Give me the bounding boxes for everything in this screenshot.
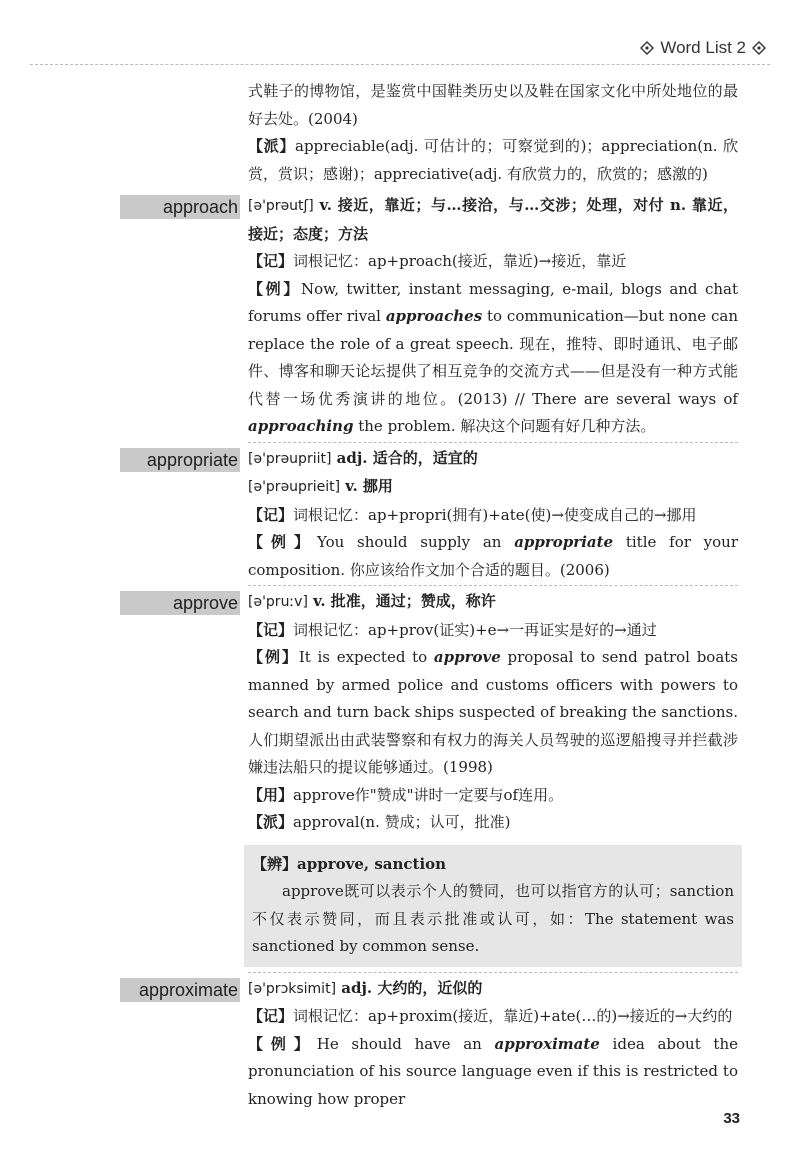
entry-approve <box>0 588 800 967</box>
derived-tag: 【派】 <box>248 813 294 831</box>
memo <box>248 617 738 645</box>
page-header <box>0 38 800 66</box>
memo-text: 词根记忆：ap+propri(拥有)+ate(使)→使变成自己的→挪用 <box>293 505 697 524</box>
example-tag: 【例】 <box>248 648 299 666</box>
note-title: approve, sanction <box>297 854 447 873</box>
entry-divider <box>248 972 738 973</box>
memo-tag: 【记】 <box>248 505 294 524</box>
memo-text: 词根记忆：ap+prov(证实)+e→一再证实是好的→通过 <box>293 620 657 639</box>
intro-derived <box>248 133 738 188</box>
memo-tag: 【记】 <box>248 252 294 270</box>
phonetic: [ə'prəupriit] <box>248 450 332 467</box>
example-tag: 【例】 <box>248 1034 317 1053</box>
example-text: It is expected to <box>298 648 434 666</box>
memo-text: 词根记忆：ap+proach(接近，靠近)→接近，靠近 <box>293 252 627 270</box>
definition <box>248 445 738 474</box>
diamond-arrows-icon <box>752 41 766 55</box>
example-keyword: appropriate <box>514 533 614 551</box>
example-text: proposal to send patrol boats manned by armed police and customs officers with powers to search and turn back ships suspected of breaking the sanctions. 人们期望派出由武装警察和有权力的海关人员驾驶的巡逻船搜寻并拦截涉嫌违法船只的提议能够通过。(1998) <box>248 648 738 776</box>
memo <box>248 502 738 530</box>
example-text: title for your composition. 你应该给作文加个合适的题目。(2006) <box>248 533 738 579</box>
derived-text: approval(n. 赞成；认可，批准) <box>293 813 511 831</box>
entry-appropriate <box>0 445 800 585</box>
example-keyword: approve <box>433 648 501 666</box>
distinction-note <box>244 845 742 967</box>
note-text: approve既可以表示个人的赞同，也可以指官方的认可；sanction不仅表示赞同，而且表示批准或认可，如：The statement was sanctioned by common sense. <box>252 882 734 955</box>
entry-approximate <box>0 975 800 1114</box>
example-keyword: approximate <box>494 1034 600 1053</box>
example <box>248 1031 738 1114</box>
headword: approximate <box>120 978 240 1002</box>
derived-tag: 【派】 <box>248 137 296 155</box>
memo-text: 词根记忆：ap+proxim(接近，靠近)+ate(…的)→接近的→大约的 <box>293 1007 733 1025</box>
derived <box>248 809 738 837</box>
headword: approve <box>120 591 240 615</box>
headword: appropriate <box>120 448 240 472</box>
example-text: to communication—but none can replace the role of a great speech. 现在，推特、即时通讯、电子邮件、博客和聊天论坛提供了相互竞争的交流方式——但是没有一种方式能代替一场优秀演讲的地位。(2013) // There are several ways of <box>248 307 739 408</box>
page-content <box>0 78 800 1113</box>
page-number: 33 <box>723 1110 740 1127</box>
example <box>248 529 738 584</box>
usage-tag: 【用】 <box>248 785 294 804</box>
example-text: idea about the pronunciation of his source language even if this is restricted to knowing how proper <box>248 1034 738 1108</box>
entry-approach <box>0 192 800 441</box>
definition <box>248 588 738 617</box>
memo <box>248 248 738 276</box>
example-text: Now, twitter, instant messaging, e-mail, blogs and chat forums offer rival <box>248 279 738 325</box>
note-tag: 【辨】 <box>252 854 298 873</box>
usage-text: approve作"赞成"讲时一定要与of连用。 <box>293 785 564 804</box>
definition-text: v. 挪用 <box>340 477 393 495</box>
entry-divider <box>248 585 738 586</box>
entry-divider <box>248 442 738 443</box>
example-tag: 【例】 <box>248 279 301 298</box>
memo <box>248 1003 738 1031</box>
definition-text: v. 批准，通过；赞成，称许 <box>307 592 496 610</box>
diamond-arrows-icon <box>640 41 654 55</box>
header-title-group <box>640 38 766 58</box>
phonetic: [ə'pruːv] <box>248 594 308 610</box>
phonetic: [ə'prəutʃ] <box>248 198 314 214</box>
memo-tag: 【记】 <box>248 620 294 639</box>
definition <box>248 192 738 248</box>
note-heading <box>252 851 734 879</box>
example <box>248 644 738 782</box>
phonetic: [ə'prəuprieit] <box>248 479 341 495</box>
headword: approach <box>120 195 240 219</box>
example-text: the problem. 解决这个问题有好几种方法。 <box>353 417 656 435</box>
header-divider <box>30 64 770 65</box>
memo-tag: 【记】 <box>248 1007 294 1025</box>
example <box>248 276 738 441</box>
intro-text: 式鞋子的博物馆，是鉴赏中国鞋类历史以及鞋在国家文化中所处地位的最好去处。(2004) <box>248 82 738 128</box>
derived-text: appreciable(adj. 可估计的；可察觉到的)；appreciation(n. 欣赏，赏识；感谢)；appreciative(adj. 有欣赏力的，欣赏的；感激的) <box>248 137 738 183</box>
usage <box>248 782 738 810</box>
example-keyword: approaching <box>248 417 354 435</box>
example-tag: 【例】 <box>248 533 317 551</box>
definition-2 <box>248 473 738 502</box>
example-text: You should supply an <box>316 533 515 551</box>
definition-text: v. 接近，靠近；与…接洽，与…交涉；处理，对付 n. 靠近，接近；态度；方法 <box>248 196 738 243</box>
example-text: He should have an <box>316 1034 495 1053</box>
definition-text: adj. 大约的，近似的 <box>336 978 483 997</box>
definition-text: adj. 适合的，适宜的 <box>331 448 478 467</box>
header-title: Word List 2 <box>660 38 746 57</box>
definition <box>248 975 738 1004</box>
phonetic: [ə'prɔksimit] <box>248 980 337 997</box>
example-keyword: approaches <box>385 307 483 325</box>
